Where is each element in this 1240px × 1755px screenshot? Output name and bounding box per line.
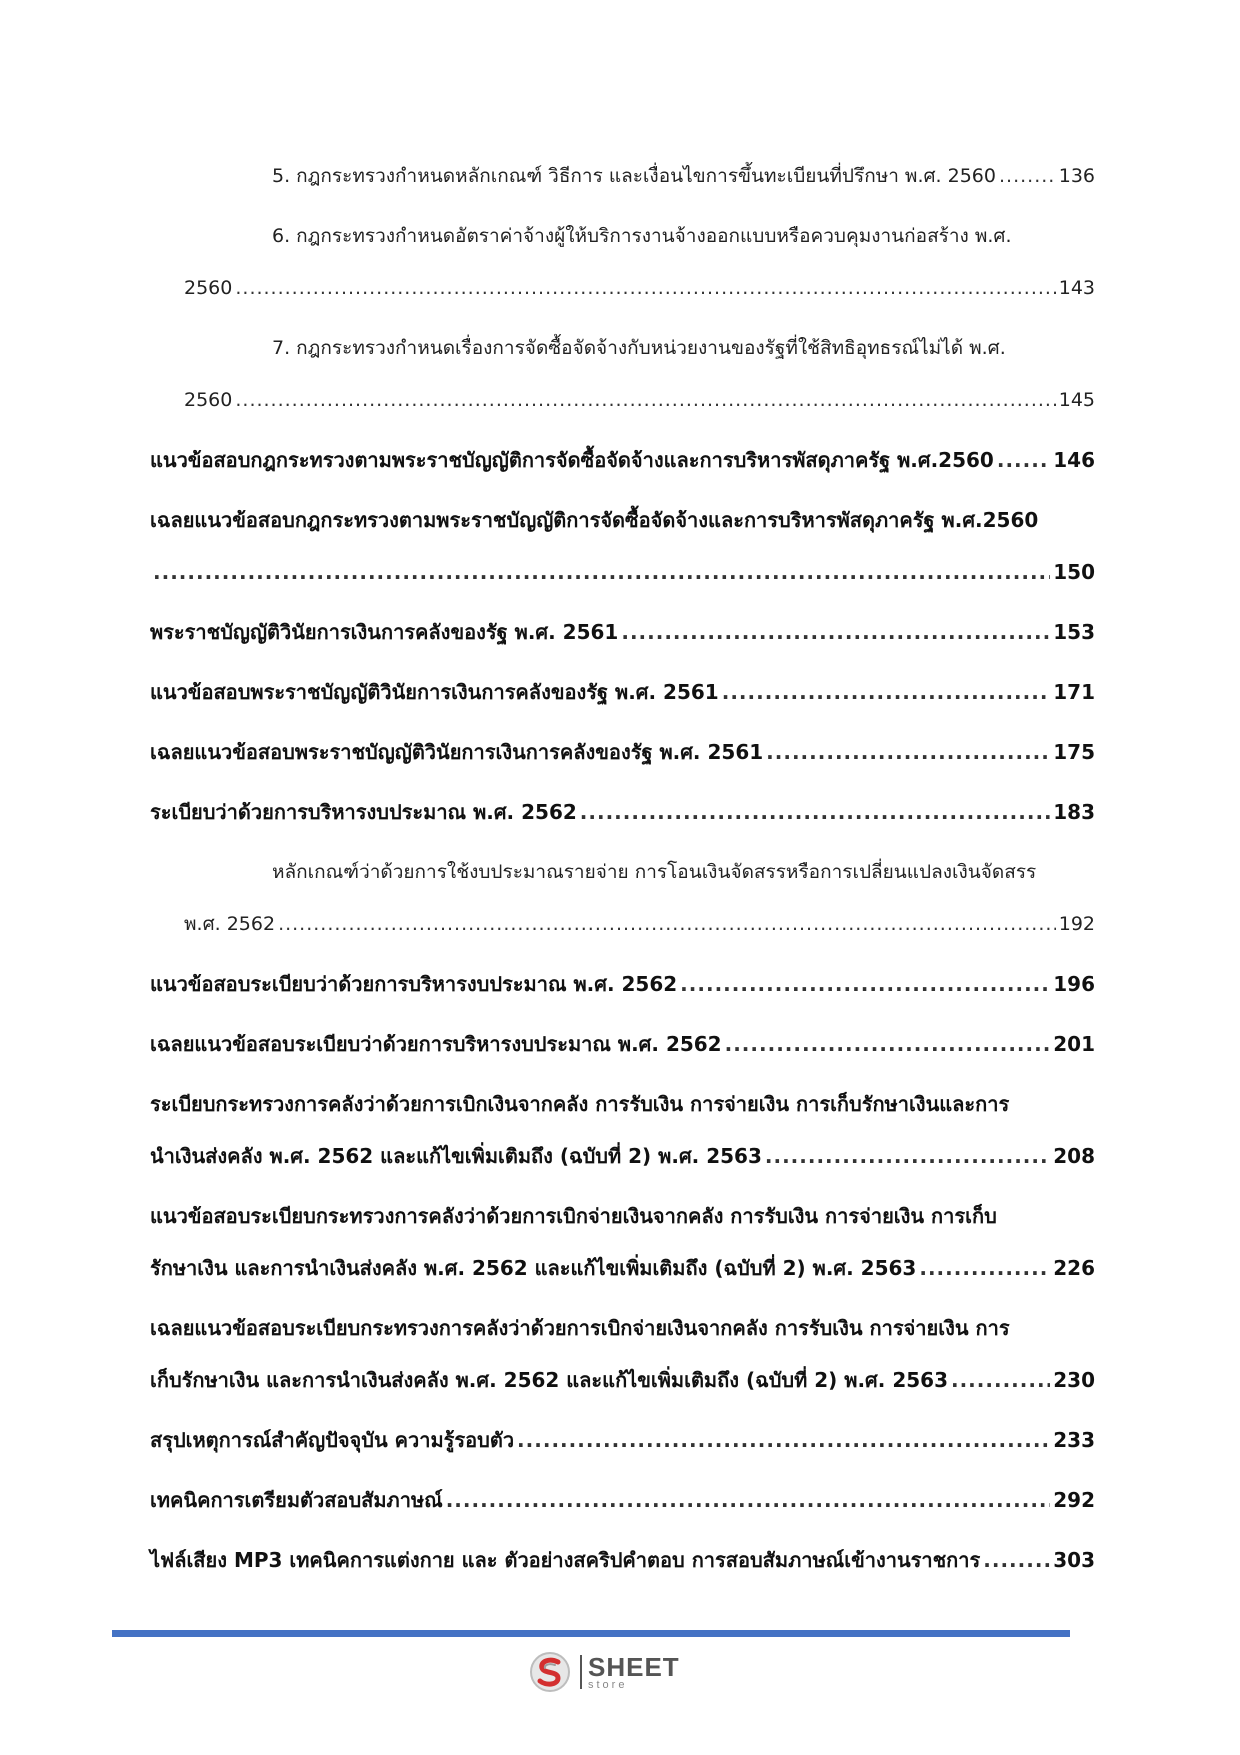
toc-entry[interactable] bbox=[150, 1534, 1095, 1586]
toc-entry[interactable] bbox=[150, 726, 1095, 778]
toc-dot-leader bbox=[153, 546, 1050, 598]
toc-page-number: 233 bbox=[1053, 1428, 1095, 1452]
toc-page-number: 303 bbox=[1053, 1548, 1095, 1572]
toc-page-number: 196 bbox=[1053, 972, 1095, 996]
toc-entry[interactable] bbox=[150, 666, 1095, 718]
toc-dot-leader bbox=[680, 958, 1050, 1010]
toc-entry[interactable] bbox=[150, 786, 1095, 838]
toc-entry[interactable] bbox=[150, 606, 1095, 658]
toc-entry-title: เทคนิคการเตรียมตัวสอบสัมภาษณ์ bbox=[150, 1488, 443, 1512]
toc-dot-leader bbox=[235, 374, 1055, 426]
toc-dot-leader bbox=[621, 606, 1050, 658]
toc-entry-title: พระราชบัญญัติวินัยการเงินการคลังของรัฐ พ.ศ. 2561 bbox=[150, 620, 619, 644]
toc-page-number: 153 bbox=[1053, 620, 1095, 644]
toc-page-number: 150 bbox=[1053, 560, 1095, 584]
toc-page-number: 146 bbox=[1053, 448, 1095, 472]
toc-entry-title: พ.ศ. 2562 bbox=[184, 913, 276, 935]
toc-entry-title: ไฟล์เสียง MP3 เทคนิคการแต่งกาย และ ตัวอย่างสคริปคำตอบ การสอบสัมภาษณ์เข้างานราชการ bbox=[150, 1548, 981, 1572]
toc-entry[interactable] bbox=[150, 494, 1095, 598]
toc-entry[interactable] bbox=[150, 150, 1095, 202]
toc-entry-title: 7. กฎกระทรวงกำหนดเรื่องการจัดซื้อจัดจ้างกับหน่วยงานของรัฐที่ใช้สิทธิอุทธรณ์ไม่ได้ พ.ศ. bbox=[272, 337, 1006, 359]
toc-entry-title: แนวข้อสอบพระราชบัญญัติวินัยการเงินการคลังของรัฐ พ.ศ. 2561 bbox=[150, 680, 719, 704]
toc-dot-leader bbox=[919, 1242, 1050, 1294]
toc-entry-title: เฉลยแนวข้อสอบระเบียบกระทรวงการคลังว่าด้วยการเบิกจ่ายเงินจากคลัง การรับเงิน การจ่ายเงิน การ bbox=[150, 1316, 1010, 1340]
toc-entry[interactable] bbox=[150, 1302, 1095, 1406]
toc-entry-title: แนวข้อสอบกฎกระทรวงตามพระราชบัญญัติการจัดซื้อจัดจ้างและการบริหารพัสดุภาครัฐ พ.ศ.2560 bbox=[150, 448, 994, 472]
toc-entry-title: 2560 bbox=[184, 389, 233, 411]
toc-page-number: 171 bbox=[1053, 680, 1095, 704]
toc-entry[interactable] bbox=[150, 1018, 1095, 1070]
toc-dot-leader bbox=[765, 1130, 1050, 1182]
toc-page-number: 192 bbox=[1058, 913, 1095, 935]
logo-subword: store bbox=[588, 1678, 628, 1691]
toc-entry-title: หลักเกณฑ์ว่าด้วยการใช้งบประมาณรายจ่าย การโอนเงินจัดสรรหรือการเปลี่ยนแปลงเงินจัดสรร bbox=[272, 861, 1037, 883]
toc-entry[interactable] bbox=[150, 434, 1095, 486]
toc-entry[interactable] bbox=[150, 846, 1095, 950]
toc-dot-leader bbox=[722, 666, 1051, 718]
toc-page-number: 145 bbox=[1058, 389, 1095, 411]
toc-page-number: 175 bbox=[1053, 740, 1095, 764]
toc-entry-title: ระเบียบว่าด้วยการบริหารงบประมาณ พ.ศ. 2562 bbox=[150, 800, 577, 824]
toc-entry[interactable] bbox=[150, 1190, 1095, 1294]
toc-page-number: 136 bbox=[1058, 165, 1095, 187]
footer-divider bbox=[112, 1630, 1070, 1637]
toc-dot-leader bbox=[766, 726, 1050, 778]
toc-page-number: 201 bbox=[1053, 1032, 1095, 1056]
toc-entry[interactable] bbox=[150, 958, 1095, 1010]
toc-dot-leader bbox=[725, 1018, 1051, 1070]
toc-entry-title: เฉลยแนวข้อสอบระเบียบว่าด้วยการบริหารงบประมาณ พ.ศ. 2562 bbox=[150, 1032, 722, 1056]
toc-page-number: 183 bbox=[1053, 800, 1095, 824]
toc-entry-title: เฉลยแนวข้อสอบกฎกระทรวงตามพระราชบัญญัติการจัดซื้อจัดจ้างและการบริหารพัสดุภาครัฐ พ.ศ.2560 bbox=[150, 508, 1039, 532]
toc-entry[interactable] bbox=[150, 1078, 1095, 1182]
toc-dot-leader bbox=[999, 150, 1056, 202]
toc-page-number: 143 bbox=[1058, 277, 1095, 299]
toc-dot-leader bbox=[446, 1474, 1051, 1526]
toc-dot-leader bbox=[517, 1414, 1050, 1466]
toc-entry-title: ระเบียบกระทรวงการคลังว่าด้วยการเบิกเงินจากคลัง การรับเงิน การจ่ายเงิน การเก็บรักษาเงินและการ bbox=[150, 1092, 1010, 1116]
toc-entry[interactable] bbox=[150, 1414, 1095, 1466]
toc-dot-leader bbox=[278, 898, 1056, 950]
logo-word: SHEET bbox=[588, 1651, 680, 1682]
toc-entry[interactable] bbox=[150, 322, 1095, 426]
toc-entry-title: สรุปเหตุการณ์สำคัญปัจจุบัน ความรู้รอบตัว bbox=[150, 1428, 515, 1452]
table-of-contents bbox=[150, 150, 1095, 1594]
toc-dot-leader bbox=[997, 434, 1050, 486]
toc-entry-title: นำเงินส่งคลัง พ.ศ. 2562 และแก้ไขเพิ่มเติมถึง (ฉบับที่ 2) พ.ศ. 2563 bbox=[150, 1144, 762, 1168]
toc-page-number: 226 bbox=[1053, 1256, 1095, 1280]
toc-entry-title: 6. กฎกระทรวงกำหนดอัตราค่าจ้างผู้ให้บริการงานจ้างออกแบบหรือควบคุมงานก่อสร้าง พ.ศ. bbox=[272, 225, 1012, 247]
toc-dot-leader bbox=[983, 1534, 1050, 1586]
toc-entry-title: 2560 bbox=[184, 277, 233, 299]
toc-entry-title: เก็บรักษาเงิน และการนำเงินส่งคลัง พ.ศ. 2562 และแก้ไขเพิ่มเติมถึง (ฉบับที่ 2) พ.ศ. 2563 bbox=[150, 1368, 948, 1392]
toc-entry[interactable] bbox=[150, 1474, 1095, 1526]
toc-entry-title: แนวข้อสอบระเบียบว่าด้วยการบริหารงบประมาณ พ.ศ. 2562 bbox=[150, 972, 678, 996]
toc-page-number: 230 bbox=[1053, 1368, 1095, 1392]
toc-dot-leader bbox=[951, 1354, 1050, 1406]
toc-entry-title: เฉลยแนวข้อสอบพระราชบัญญัติวินัยการเงินการคลังของรัฐ พ.ศ. 2561 bbox=[150, 740, 764, 764]
toc-entry-title: รักษาเงิน และการนำเงินส่งคลัง พ.ศ. 2562 และแก้ไขเพิ่มเติมถึง (ฉบับที่ 2) พ.ศ. 2563 bbox=[150, 1256, 917, 1280]
toc-dot-leader bbox=[235, 262, 1055, 314]
toc-entry-title: 5. กฎกระทรวงกำหนดหลักเกณฑ์ วิธีการ และเงื่อนไขการขึ้นทะเบียนที่ปรึกษา พ.ศ. 2560 bbox=[272, 165, 996, 187]
toc-entry[interactable] bbox=[150, 210, 1095, 314]
toc-page-number: 208 bbox=[1053, 1144, 1095, 1168]
toc-dot-leader bbox=[580, 786, 1050, 838]
logo-divider bbox=[580, 1655, 582, 1689]
toc-entry-title: แนวข้อสอบระเบียบกระทรวงการคลังว่าด้วยการเบิกจ่ายเงินจากคลัง การรับเงิน การจ่ายเงิน การเก็บ bbox=[150, 1204, 997, 1228]
footer-logo bbox=[528, 1650, 680, 1694]
toc-page-number: 292 bbox=[1053, 1488, 1095, 1512]
sheet-store-s-logo-icon bbox=[528, 1650, 572, 1694]
